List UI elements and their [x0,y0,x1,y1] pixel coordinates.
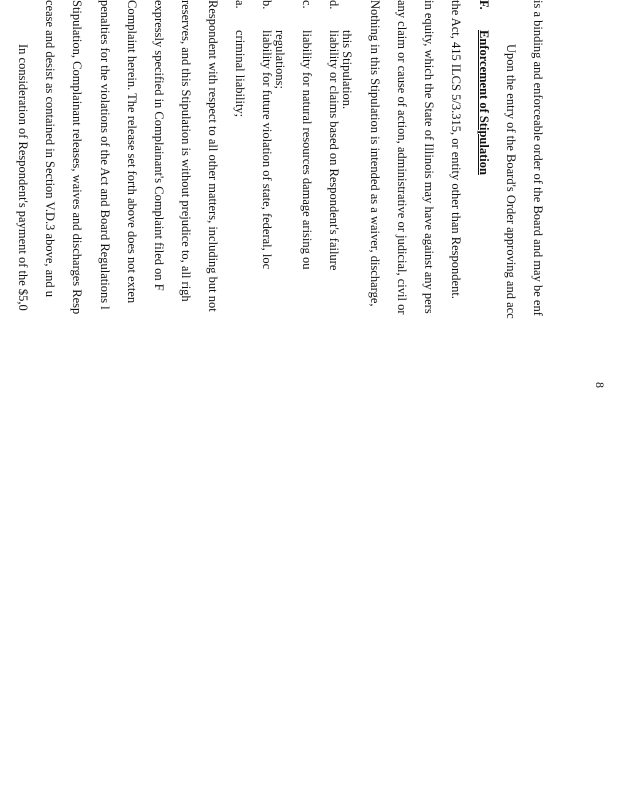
section-f-heading: Enforcement of Stipulation [477,30,491,175]
list-item-d-marker: d. [327,0,341,10]
paragraph-2-line-2: any claim or cause of action, administrative or judicial, civil or [395,0,409,315]
list-item-b-text-1: liability for future violation of state, federal, loc [260,30,274,270]
paragraph-2-line-1: Nothing in this Stipulation is intended as a waiver, discharge, [368,0,382,307]
paragraph-3-line-1: Upon the entry of the Board's Order approving and acc [504,44,518,319]
section-f-letter: F. [477,0,491,10]
paragraph-1-line-1: In consideration of Respondent's payment of the $5,0 [16,44,30,311]
paragraph-2-line-4: the Act, 415 ILCS 5/3.315, or entity other than Respondent. [449,0,463,299]
paragraph-1-line-4: penalties for the violations of the Act and Board Regulations l [98,0,112,310]
page-number: 8 [593,382,607,388]
list-item-c-text: liability for natural resources damage arising ou [300,30,314,270]
list-item-a-text: criminal liability; [233,30,247,118]
paragraph-1-line-2: cease and desist as contained in Section V.D.3 above, and u [43,0,57,298]
paragraph-1-line-3: Stipulation, Complainant releases, waives and discharges Resp [70,0,84,315]
paragraph-1-line-7: reserves, and this Stipulation is without prejudice to, all righ [179,0,193,302]
list-item-d-text-1: liability or claims based on Respondent's failure [327,30,341,271]
list-item-c-marker: c. [300,0,314,9]
paragraph-3-line-2: is a binding and enforceable order of the Board and may be enf [531,0,545,316]
paragraph-2-line-3: in equity, which the State of Illinois may have against any pers [422,0,436,314]
list-item-b-marker: b. [260,0,274,10]
list-item-a-marker: a. [233,0,247,9]
paragraph-1-line-5: Complaint herein. The release set forth above does not exten [125,0,139,304]
paragraph-1-line-6: expressly specified in Complainant's Complaint filed on F [152,0,166,291]
paragraph-1-line-8: Respondent with respect to all other matters, including but not [206,0,220,312]
list-item-b-text-2: regulations; [273,30,287,90]
list-item-d-text-2: this Stipulation. [340,30,354,110]
